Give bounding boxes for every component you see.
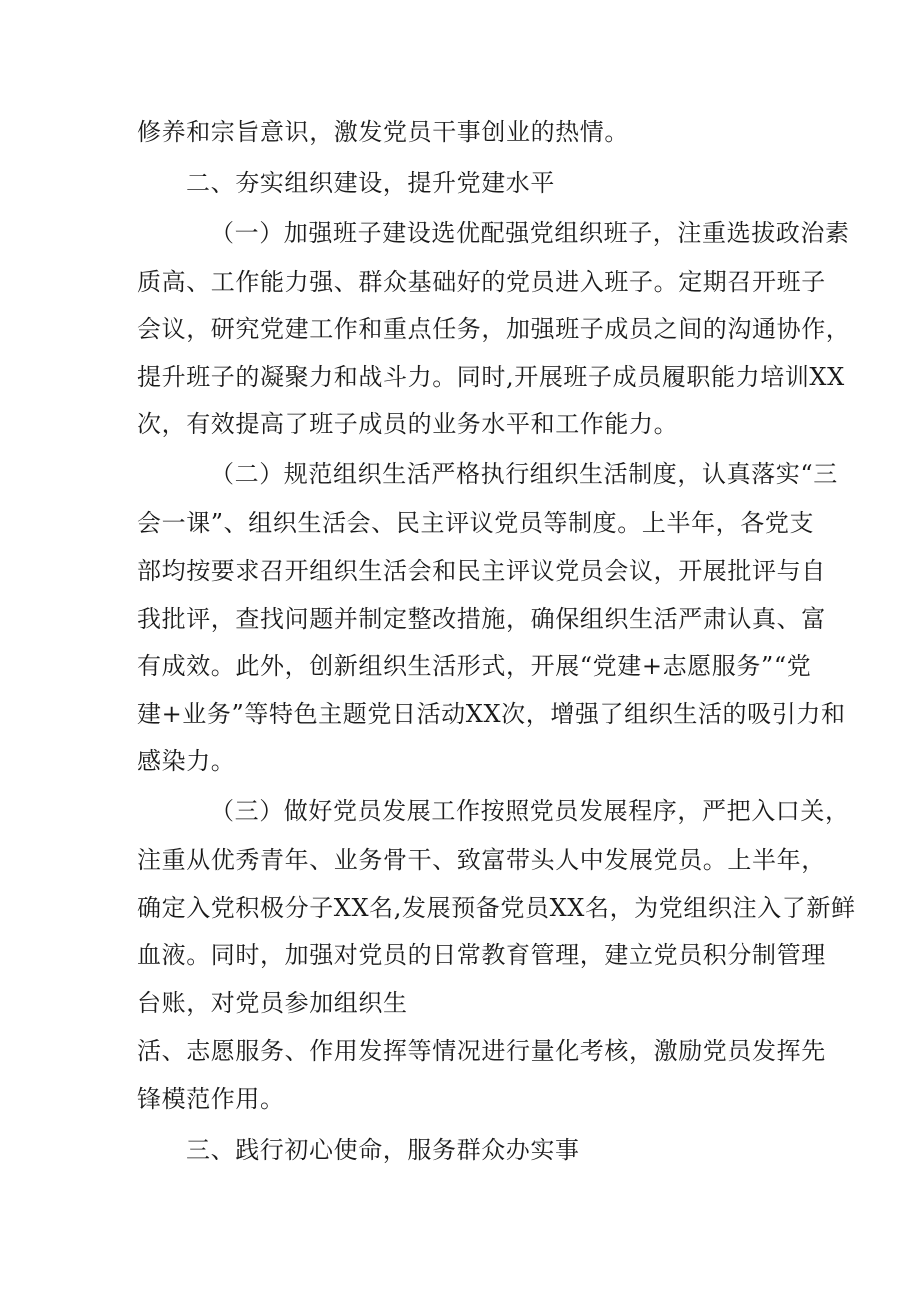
text-line: 锋模范作用。	[137, 1085, 285, 1113]
text-line: 台账，对党员参加组织生	[137, 989, 408, 1017]
text-line: 确定入党积极分子XX名,发展预备党员XX名，为党组织注入了新鲜	[137, 894, 856, 922]
text-line: 建+业务”等特色主题党日活动XX次，增强了组织生活的吸引力和	[137, 700, 846, 728]
text-line: 提升班子的凝聚力和战斗力。同时,开展班子成员履职能力培训XX	[137, 363, 845, 391]
subsection-line: （三）做好党员发展工作按照党员发展程序，严把入口关，	[210, 797, 850, 825]
text-line: 会一课”、组织生活会、民主评议党员等制度。上半年，各党支	[137, 509, 815, 537]
text-line: 质高、工作能力强、群众基础好的党员进入班子。定期召开班子	[137, 268, 826, 296]
section-heading: 二、夯实组织建设，提升党建水平	[186, 169, 555, 197]
text-line: 血液。同时，加强对党员的日常教育管理，建立党员积分制管理	[137, 941, 826, 969]
text-line: 有成效。此外，创新组织生活形式，开展“党建+志愿服务”“党	[137, 652, 812, 680]
subsection-line: （一）加强班子建设选优配强党组织班子，注重选拔政治素	[210, 219, 850, 247]
text-line: 活、志愿服务、作用发挥等情况进行量化考核，激励党员发挥先	[137, 1037, 826, 1065]
section-heading: 三、践行初心使命，服务群众办实事	[186, 1136, 580, 1164]
subsection-line: （二）规范组织生活严格执行组织生活制度，认真落实“三	[210, 460, 838, 488]
text-line: 注重从优秀青年、业务骨干、致富带头人中发展党员。上半年，	[137, 846, 826, 874]
text-line: 我批评，查找问题并制定整改措施，确保组织生活严肃认真、富	[137, 605, 826, 633]
text-line: 会议，研究党建工作和重点任务，加强班子成员之间的沟通协作，	[137, 315, 851, 343]
text-line: 修养和宗旨意识，激发党员干事创业的热情。	[137, 118, 629, 146]
text-line: 感染力。	[137, 747, 236, 775]
text-line: 次，有效提高了班子成员的业务水平和工作能力。	[137, 410, 679, 438]
text-line: 部均按要求召开组织生活会和民主评议党员会议，开展批评与自	[137, 557, 826, 585]
